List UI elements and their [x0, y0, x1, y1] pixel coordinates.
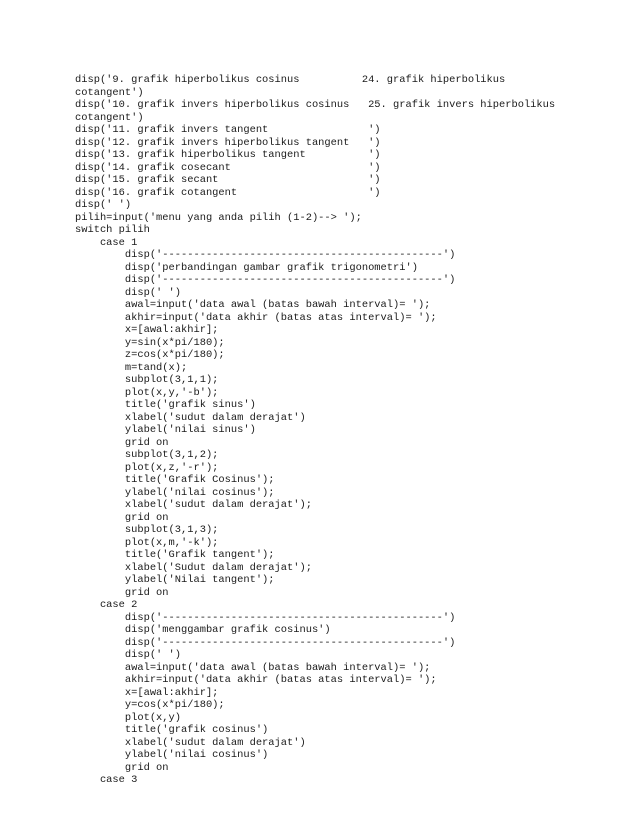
- code-line: title('Grafik tangent');: [75, 549, 275, 561]
- code-line: case 1: [75, 236, 138, 249]
- code-line: title('Grafik Cosinus');: [75, 474, 275, 486]
- code-line: z=cos(x*pi/180);: [75, 349, 225, 361]
- code-line: awal=input('data awal (batas bawah interval)= ');: [75, 299, 431, 311]
- code-line: disp('12. grafik invers hiperbolikus tangent '): [75, 136, 381, 149]
- code-line: disp('15. grafik secant '): [75, 174, 381, 186]
- code-line: plot(x,m,'-k');: [75, 536, 219, 549]
- code-line: disp('menggambar grafik cosinus'): [75, 624, 331, 636]
- code-line: disp('---------------------------------------------'): [75, 636, 456, 649]
- code-line: grid on: [75, 761, 169, 774]
- code-line: disp('11. grafik invers tangent '): [75, 124, 381, 136]
- code-line: disp(' '): [75, 286, 182, 299]
- code-line: disp('13. grafik hiperbolikus tangent '): [75, 149, 381, 161]
- code-line: disp('perbandingan gambar grafik trigonometri'): [75, 261, 418, 274]
- code-line: disp(' '): [75, 649, 182, 661]
- code-line: grid on: [75, 511, 169, 524]
- code-line: disp('9. grafik hiperbolikus cosinus 24. grafik hiperbolikus: [75, 74, 506, 86]
- code-line: title('grafik cosinus'): [75, 724, 269, 736]
- code-listing: [75, 74, 555, 787]
- code-line: m=tand(x);: [75, 361, 188, 374]
- code-line: case 3: [75, 774, 138, 786]
- code-line: cotangent'): [75, 111, 144, 124]
- code-line: akhir=input('data akhir (batas atas interval)= ');: [75, 311, 437, 324]
- code-line: subplot(3,1,2);: [75, 449, 219, 461]
- code-line: ylabel('Nilai tangent');: [75, 574, 275, 586]
- code-line: disp(' '): [75, 199, 132, 211]
- code-line: ylabel('nilai sinus'): [75, 424, 256, 436]
- code-line: awal=input('data awal (batas bawah interval)= ');: [75, 661, 431, 674]
- code-line: grid on: [75, 586, 169, 599]
- code-line: pilih=input('menu yang anda pilih (1-2)--> ');: [75, 211, 362, 224]
- code-line: disp('10. grafik invers hiperbolikus cosinus 25. grafik invers hiperbolikus: [75, 99, 556, 111]
- code-line: disp('16. grafik cotangent '): [75, 186, 381, 199]
- code-line: y=cos(x*pi/180);: [75, 699, 225, 711]
- code-line: subplot(3,1,3);: [75, 524, 219, 536]
- code-line: disp('---------------------------------------------'): [75, 274, 456, 286]
- code-line: xlabel('sudut dalam derajat');: [75, 499, 312, 511]
- code-line: disp('---------------------------------------------'): [75, 249, 456, 261]
- code-line: plot(x,z,'-r');: [75, 461, 219, 474]
- code-line: xlabel('sudut dalam derajat'): [75, 736, 306, 749]
- code-line: plot(x,y): [75, 711, 182, 724]
- code-line: akhir=input('data akhir (batas atas interval)= ');: [75, 674, 437, 686]
- code-line: ylabel('nilai cosinus'): [75, 749, 269, 761]
- code-line: title('grafik sinus'): [75, 399, 256, 411]
- code-line: xlabel('Sudut dalam derajat');: [75, 561, 312, 574]
- code-line: plot(x,y,'-b');: [75, 386, 219, 399]
- code-line: ylabel('nilai cosinus');: [75, 486, 275, 499]
- code-line: xlabel('sudut dalam derajat'): [75, 411, 306, 424]
- code-line: x=[awal:akhir];: [75, 324, 219, 336]
- code-line: case 2: [75, 599, 138, 611]
- code-line: disp('14. grafik cosecant '): [75, 161, 381, 174]
- code-line: cotangent'): [75, 86, 144, 99]
- code-line: subplot(3,1,1);: [75, 374, 219, 386]
- code-line: disp('---------------------------------------------'): [75, 611, 456, 624]
- code-line: switch pilih: [75, 224, 150, 236]
- code-line: y=sin(x*pi/180);: [75, 336, 225, 349]
- code-line: x=[awal:akhir];: [75, 686, 219, 699]
- code-line: grid on: [75, 436, 169, 449]
